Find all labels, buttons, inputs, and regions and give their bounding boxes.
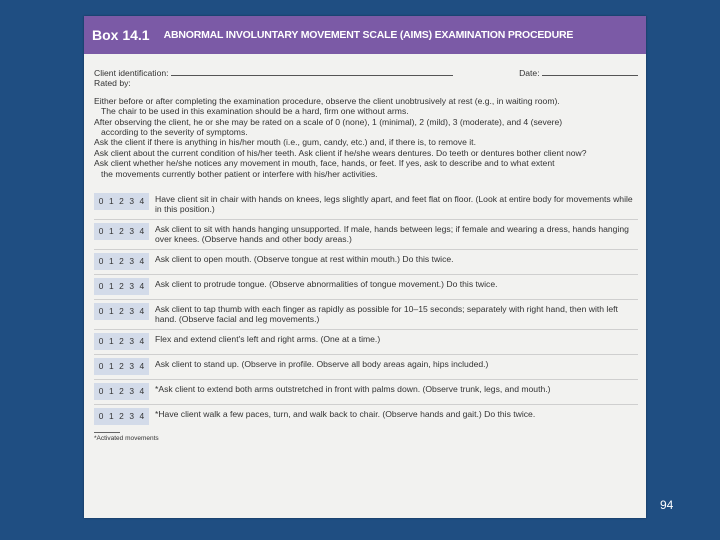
- rating-2: 2: [119, 255, 124, 266]
- rating-3: 3: [129, 410, 134, 421]
- rating-2: 2: [119, 196, 124, 207]
- instruction: [94, 137, 638, 147]
- rating-2: 2: [119, 385, 124, 396]
- rating-4: 4: [139, 255, 145, 266]
- instruction-continuation: The chair to be used in this examination should be a hard, firm one without arms.: [101, 106, 409, 117]
- exam-item: [94, 354, 638, 379]
- rating-3: 3: [129, 385, 134, 396]
- instruction-continuation: according to the severity of symptoms.: [101, 127, 248, 138]
- rating-0: 0: [98, 196, 104, 207]
- item-text: Have client sit in chair with hands on knees, legs slightly apart, and feet flat on floor. (Look at entire body for movements while in this position.): [155, 194, 633, 215]
- instructions: [94, 96, 638, 179]
- rating-1: 1: [108, 255, 114, 266]
- rating-4: 4: [139, 196, 145, 207]
- aims-document: [84, 16, 646, 518]
- exam-item: [94, 379, 638, 404]
- rating-4: 4: [139, 226, 145, 237]
- rated-by: [94, 78, 638, 88]
- rating-scale: [94, 223, 149, 240]
- rating-0: 0: [98, 410, 104, 421]
- item-text: Ask client to stand up. (Observe in profile. Observe all body areas again, hips included.): [155, 358, 489, 369]
- rating-0: 0: [98, 385, 104, 396]
- exam-item: [94, 219, 638, 249]
- exam-item: [94, 190, 638, 219]
- item-text: Ask client to sit with hands hanging unsupported. If male, hands between legs; if female and wearing a dress, hands hanging over knees. (Observe hands and other body areas.): [155, 223, 629, 245]
- rating-3: 3: [129, 226, 134, 237]
- rating-0: 0: [98, 335, 104, 346]
- box-title: ABNORMAL INVOLUNTARY MOVEMENT SCALE (AIMS) EXAMINATION PROCEDURE: [163, 29, 574, 41]
- exam-item: [94, 404, 638, 429]
- rating-0: 0: [98, 305, 104, 316]
- footnote-divider: [94, 432, 120, 433]
- rating-3: 3: [129, 360, 134, 371]
- item-text: Ask client to open mouth. (Observe tongue at rest within mouth.) Do this twice.: [155, 253, 454, 264]
- item-text: Flex and extend client's left and right arms. (One at a time.): [155, 333, 381, 344]
- rating-4: 4: [139, 360, 145, 371]
- rating-3: 3: [129, 305, 134, 316]
- rating-4: 4: [139, 280, 145, 291]
- client-identification: [94, 68, 453, 78]
- rating-0: 0: [98, 255, 104, 266]
- rating-scale: [94, 303, 149, 320]
- rating-2: 2: [119, 280, 124, 291]
- rating-2: 2: [119, 335, 124, 346]
- rating-1: 1: [108, 305, 114, 316]
- rating-scale: [94, 193, 149, 210]
- exam-item: [94, 274, 638, 299]
- instruction: [94, 148, 638, 158]
- date-field: [519, 68, 638, 78]
- instruction-text: Ask client about the current condition of his/her teeth. Ask client if he/she wears dentures. Do teeth or dentures bother client now?: [94, 147, 587, 158]
- client-identification-label: Client identification:: [94, 68, 169, 78]
- rating-4: 4: [139, 385, 145, 396]
- box-header: [84, 16, 646, 54]
- rating-2: 2: [119, 305, 124, 316]
- rating-2: 2: [119, 360, 124, 371]
- rating-1: 1: [108, 410, 114, 421]
- date-line: [542, 75, 638, 76]
- rating-3: 3: [129, 280, 134, 291]
- footnote: *Activated movements: [94, 434, 159, 442]
- rating-scale: [94, 408, 149, 425]
- page-number: 94: [660, 498, 674, 512]
- exam-item: [94, 299, 638, 329]
- client-identification-line: [171, 75, 453, 76]
- item-text: Ask client to tap thumb with each finger as rapidly as possible for 10–15 seconds; separately with right hand, then with left hand. (Observe facial and leg movements.): [155, 303, 618, 325]
- instruction-text: After observing the client, he or she may be rated on a scale of 0 (none), 1 (minimal), 2 (mild), 3 (moderate), and 4 (severe): [94, 116, 563, 127]
- instruction-text: Either before or after completing the examination procedure, observe the client unobtrusively at rest (e.g., in waiting room).: [94, 95, 560, 106]
- rating-scale: [94, 278, 149, 295]
- item-text: Ask client to protrude tongue. (Observe abnormalities of tongue movement.) Do this twice.: [155, 278, 498, 289]
- rating-3: 3: [129, 255, 134, 266]
- examination-items: [94, 190, 638, 428]
- instruction-text: Ask client whether he/she notices any movement in mouth, face, hands, or feet. If yes, ask to describe and to what extent: [94, 158, 555, 169]
- identification-row: [94, 68, 638, 78]
- rating-scale: [94, 333, 149, 350]
- rating-4: 4: [139, 410, 145, 421]
- rating-0: 0: [98, 360, 104, 371]
- rating-2: 2: [119, 410, 124, 421]
- rating-0: 0: [98, 226, 104, 237]
- rating-scale: [94, 253, 149, 270]
- rating-scale: [94, 358, 149, 375]
- rated-by-label: Rated by:: [94, 78, 131, 89]
- exam-item: [94, 329, 638, 354]
- date-label: Date:: [519, 68, 540, 78]
- rating-1: 1: [108, 226, 114, 237]
- rating-3: 3: [129, 335, 134, 346]
- rating-2: 2: [119, 226, 124, 237]
- instruction: [94, 117, 638, 138]
- rating-1: 1: [108, 385, 114, 396]
- item-text: *Ask client to extend both arms outstretched in front with palms down. (Observe trunk, legs, and mouth.): [155, 383, 551, 394]
- document-body: [84, 54, 646, 444]
- instruction: [94, 96, 638, 117]
- rating-4: 4: [139, 335, 145, 346]
- instruction: [94, 158, 638, 179]
- instruction-text: Ask the client if there is anything in his/her mouth (i.e., gum, candy, etc.) and, if there is, to remove it.: [94, 137, 476, 148]
- rating-1: 1: [108, 280, 114, 291]
- exam-item: [94, 249, 638, 274]
- rating-1: 1: [108, 196, 114, 207]
- rating-scale: [94, 383, 149, 400]
- rating-4: 4: [139, 305, 145, 316]
- item-text: *Have client walk a few paces, turn, and walk back to chair. (Observe hands and gait.) Do this twice.: [155, 408, 536, 419]
- rating-0: 0: [98, 280, 104, 291]
- rating-1: 1: [108, 360, 114, 371]
- rating-3: 3: [129, 196, 134, 207]
- instruction-continuation: the movements currently bother patient or interfere with his/her activities.: [101, 168, 378, 179]
- box-label: Box 14.1: [92, 27, 150, 43]
- rating-1: 1: [108, 335, 114, 346]
